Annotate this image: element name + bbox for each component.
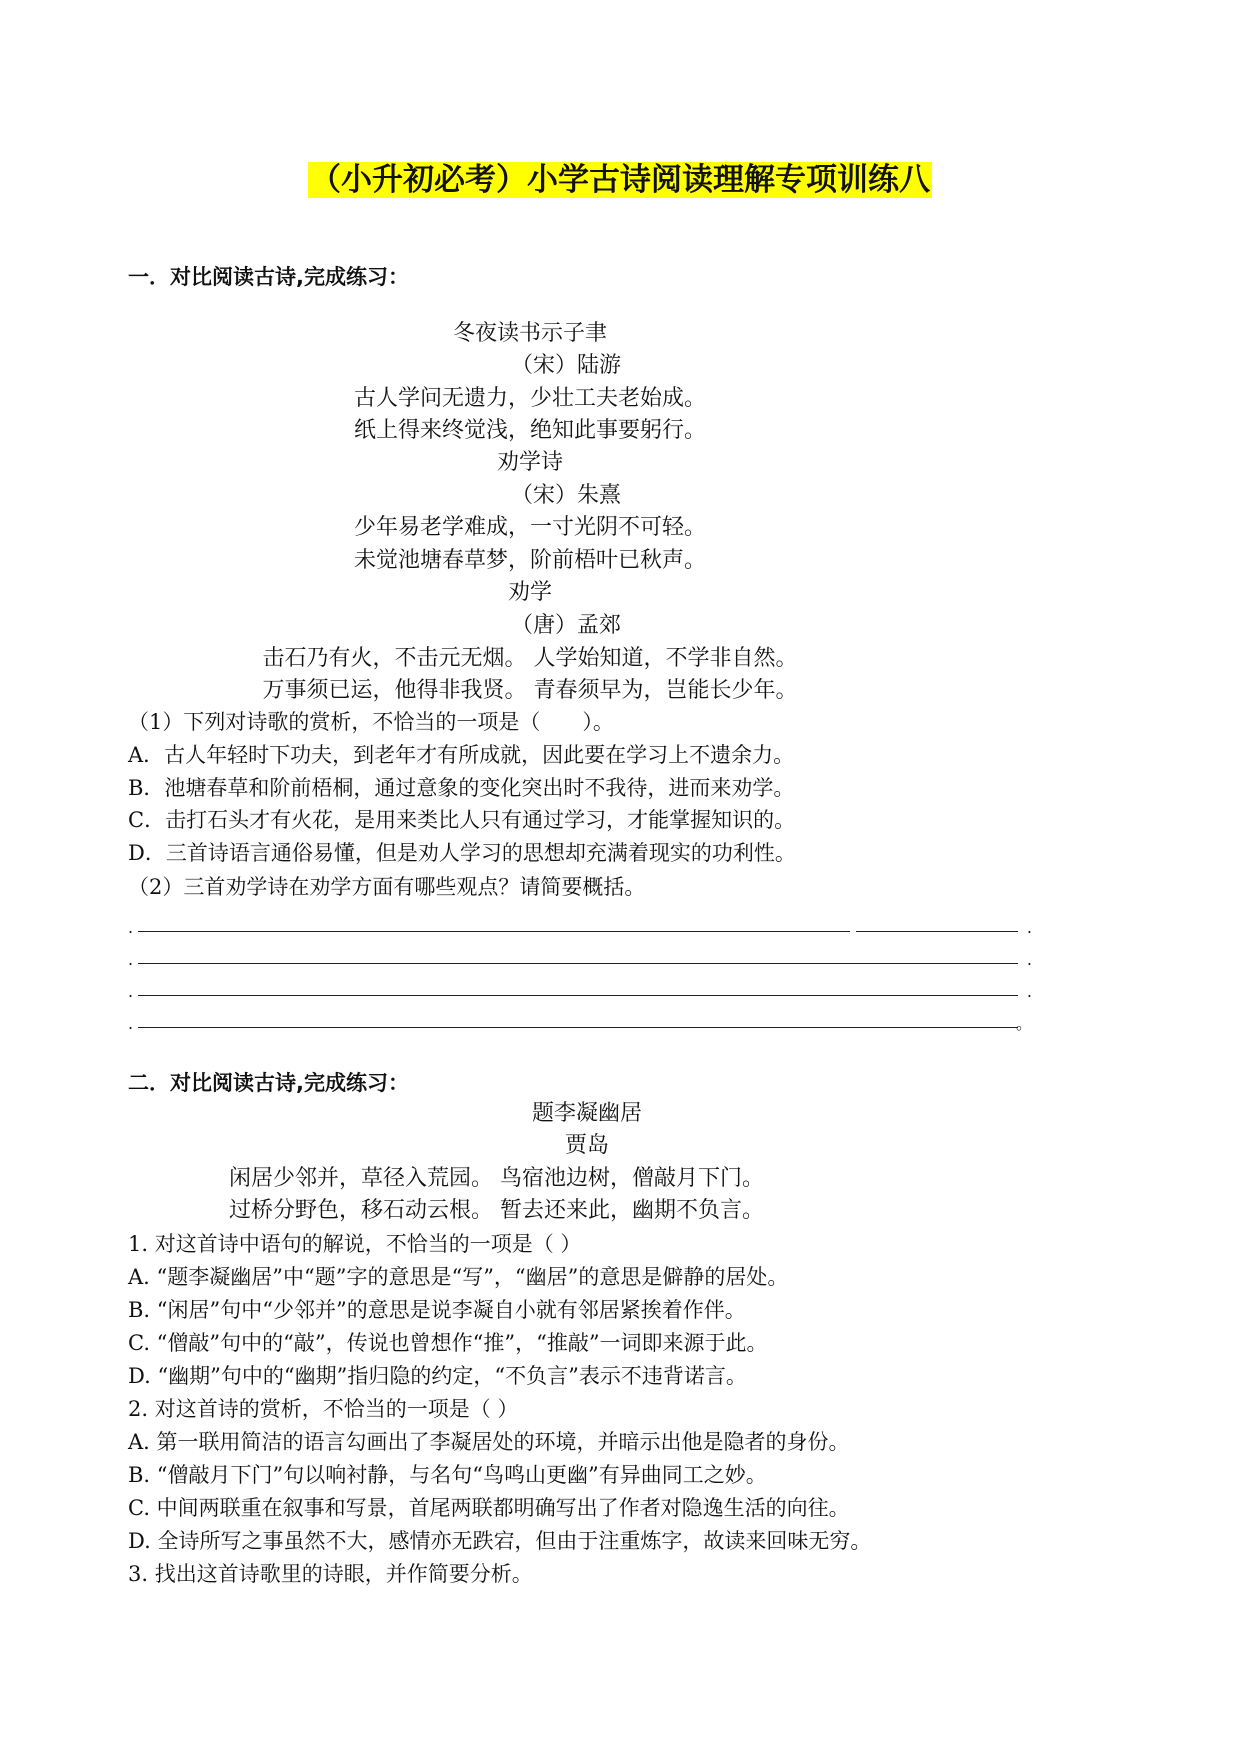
answer-line[interactable] (128, 970, 1032, 1000)
option-c: C．击打石头才有火花，是用来类比人只有通过学习，才能掌握知识的。 (128, 808, 796, 832)
poem3-author: （唐）孟郊 (510, 613, 621, 638)
poem3-title: 劝学 (507, 580, 552, 605)
underline (138, 995, 1018, 996)
poem4-author: 贾岛 (564, 1133, 609, 1158)
page-title: （小升初必考）小学古诗阅读理解专项训练八 (310, 162, 930, 198)
option-b: B. “僧敲月下门”句以响衬静，与名句“鸟鸣山更幽”有异曲同工之妙。 (128, 1463, 767, 1487)
question-2: 2. 对这首诗的赏析，不恰当的一项是（ ） (128, 1397, 519, 1421)
option-d: D. “幽期”句中的“幽期”指归隐的约定，“不负言”表示不违背诺言。 (128, 1364, 747, 1388)
poem1-author: （宋）陆游 (510, 353, 621, 378)
line-dot: . (128, 918, 134, 937)
poem2-author: （宋）朱熹 (510, 483, 621, 508)
underline (138, 963, 1018, 964)
underline-gap (850, 930, 856, 934)
line-dot: . (128, 1014, 134, 1033)
poem4-title: 题李凝幽居 (531, 1101, 642, 1126)
section1-heading: 一．对比阅读古诗,完成练习： (128, 265, 409, 289)
poem1-line: 古人学问无遗力，少壮工夫老始成。 (353, 386, 706, 411)
question-3: 3. 找出这首诗歌里的诗眼，并作简要分析。 (128, 1562, 533, 1586)
option-d: D．三首诗语言通俗易懂，但是劝人学习的思想却充满着现实的功利性。 (128, 841, 796, 865)
option-b: B. “闲居”句中“少邻并”的意思是说李凝自小就有邻居紧挨着作伴。 (128, 1298, 746, 1322)
line-dot: . (128, 950, 134, 969)
line-end-mark: 。 (1015, 1014, 1032, 1033)
poem2-title: 劝学诗 (496, 450, 563, 475)
line-end-mark: . (1026, 950, 1032, 969)
option-a: A. 第一联用简洁的语言勾画出了李凝居处的环境，并暗示出他是隐者的身份。 (128, 1430, 850, 1454)
line-dot: . (128, 982, 134, 1001)
poem4-line: 闲居少邻并，草径入荒园。 鸟宿池边树，僧敲月下门。 (229, 1166, 764, 1191)
poem2-line: 未觉池塘春草梦，阶前梧叶已秋声。 (353, 548, 706, 573)
line-end-mark: . (1026, 982, 1032, 1001)
line-end-mark: . (1026, 918, 1032, 937)
poem1-title: 冬夜读书示子聿 (452, 321, 607, 346)
question-2: （2）三首劝学诗在劝学方面有哪些观点？请简要概括。 (128, 875, 646, 899)
section2-heading: 二．对比阅读古诗,完成练习： (128, 1071, 409, 1095)
question-1: （1）下列对诗歌的赏析，不恰当的一项是（ ）。 (128, 710, 614, 734)
option-c: C. “僧敲”句中的“敲”，传说也曾想作“推”，“推敲”一词即来源于此。 (128, 1331, 768, 1355)
option-d: D. 全诗所写之事虽然不大，感情亦无跌宕，但由于注重炼字，故读来回味无穷。 (128, 1529, 872, 1553)
poem3-line: 万事须已运，他得非我贤。 青春须早为，岂能长少年。 (262, 678, 798, 703)
option-a: A．古人年轻时下功夫，到老年才有所成就，因此要在学习上不遗余力。 (128, 743, 795, 767)
answer-line[interactable] (128, 938, 1032, 968)
poem1-line: 纸上得来终觉浅，绝知此事要躬行。 (353, 418, 706, 443)
option-a: A. “题李凝幽居”中“题”字的意思是“写”，“幽居”的意思是僻静的居处。 (128, 1265, 789, 1289)
question-1: 1. 对这首诗中语句的解说，不恰当的一项是（ ） (128, 1232, 582, 1256)
poem4-line: 过桥分野色，移石动云根。 暂去还来此，幽期不负言。 (229, 1198, 764, 1223)
option-c: C. 中间两联重在叙事和写景，首尾两联都明确写出了作者对隐逸生活的向往。 (128, 1496, 850, 1520)
underline (138, 931, 1018, 932)
poem3-line: 击石乃有火，不击元无烟。 人学始知道，不学非自然。 (262, 646, 798, 671)
answer-line[interactable] (128, 906, 1032, 936)
poem2-line: 少年易老学难成，一寸光阴不可轻。 (353, 515, 706, 540)
underline (138, 1027, 1018, 1028)
option-b: B．池塘春草和阶前梧桐，通过意象的变化突出时不我待，进而来劝学。 (128, 776, 795, 800)
answer-line[interactable] (128, 1002, 1032, 1032)
